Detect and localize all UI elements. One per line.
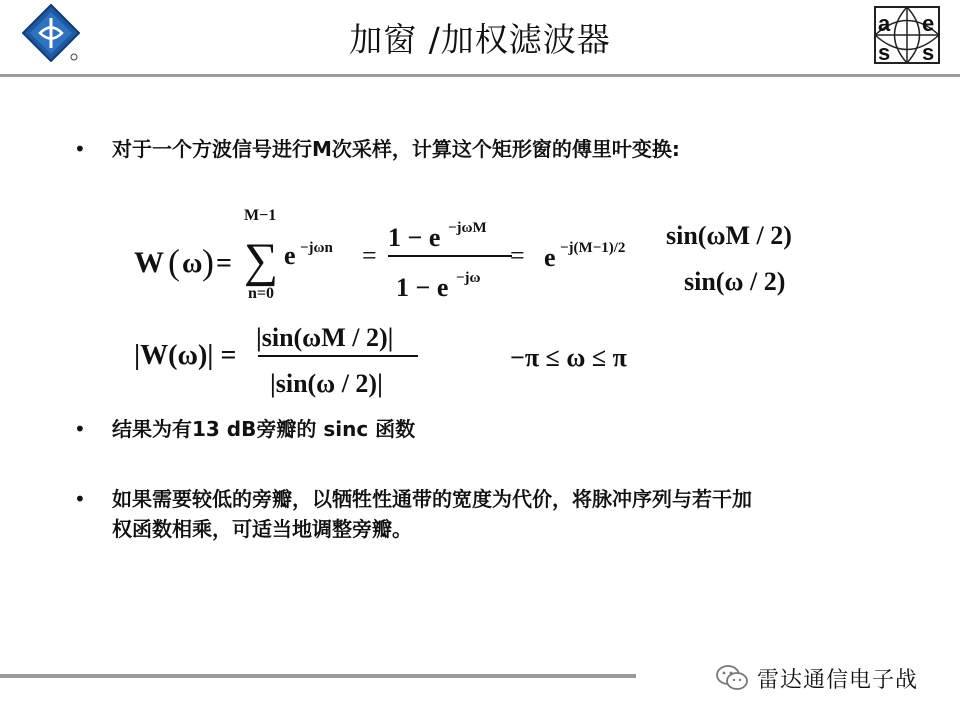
eq1-frac2-num: sin(ωM / 2) bbox=[666, 221, 792, 250]
bullet-dot-icon: • bbox=[74, 137, 86, 161]
equation-fourier-transform bbox=[130, 196, 850, 316]
eq1-equals-3: = bbox=[510, 241, 525, 270]
eq2-frac-den: |sin(ω / 2)| bbox=[270, 369, 383, 398]
equation-magnitude bbox=[130, 312, 690, 412]
eq1-term-e: e bbox=[284, 241, 296, 270]
aess-letter-s2: s bbox=[922, 40, 935, 64]
eq1-frac1-den-exp: −jω bbox=[456, 270, 481, 286]
eq1-paren-open: ( bbox=[168, 242, 180, 282]
aess-letter-s1: s bbox=[878, 40, 891, 64]
bullet-dot-icon: • bbox=[74, 487, 86, 511]
eq1-frac1-den: 1 − e bbox=[396, 273, 449, 302]
eq2-lhs: |W(ω)| = bbox=[134, 340, 237, 371]
footer-watermark bbox=[715, 662, 918, 694]
bullet-text-3-line2: 权函数相乘，可适当地调整旁瓣。 bbox=[112, 517, 412, 541]
eq1-omega: ω bbox=[182, 248, 203, 279]
eq1-paren-close: ) bbox=[202, 242, 214, 282]
footer-text: 雷达通信电子战 bbox=[757, 667, 919, 693]
wechat-icon bbox=[715, 664, 749, 692]
eq1-frac1-num-exp: −jωM bbox=[448, 220, 487, 236]
eq1-equals-1: = bbox=[216, 248, 232, 279]
bullet-item-1 bbox=[74, 134, 874, 164]
bullet-item-2 bbox=[74, 414, 874, 444]
bullet-text-1: 对于一个方波信号进行M次采样，计算这个矩形窗的傅里叶变换: bbox=[112, 137, 680, 161]
bullet-text-3-line1: 如果需要较低的旁瓣，以牺牲性通带的宽度为代价，将脉冲序列与若干加 bbox=[112, 487, 752, 511]
aess-letter-a: a bbox=[878, 11, 891, 36]
bullet-text-2: 结果为有13 dB旁瓣的 sinc 函数 bbox=[112, 417, 416, 441]
eq2-frac-num: |sin(ωM / 2)| bbox=[256, 323, 394, 352]
bullet-dot-icon: • bbox=[74, 417, 86, 441]
slide-title: 加窗 /加权滤波器 bbox=[349, 20, 611, 59]
bullet-item-3 bbox=[74, 484, 874, 544]
footer-divider bbox=[0, 674, 636, 678]
header-divider bbox=[0, 74, 960, 77]
eq1-frac1-num: 1 − e bbox=[388, 223, 441, 252]
eq1-lhs-w: W bbox=[134, 246, 164, 279]
eq1-sum-lower: n=0 bbox=[248, 285, 275, 302]
eq1-sum-upper: M−1 bbox=[244, 207, 277, 224]
aess-letter-e: e bbox=[922, 11, 935, 36]
aess-logo bbox=[874, 6, 940, 64]
eq1-term-exp: −jωn bbox=[300, 240, 333, 256]
eq1-equals-2: = bbox=[362, 241, 377, 270]
eq1-sigma: ∑ bbox=[244, 234, 279, 287]
eq1-frac2-den: sin(ω / 2) bbox=[684, 267, 786, 296]
eq1-phase-exp: −j(M−1)/2 bbox=[560, 240, 626, 256]
eq1-phase-e: e bbox=[544, 243, 556, 272]
eq2-range: −π ≤ ω ≤ π bbox=[510, 343, 627, 372]
